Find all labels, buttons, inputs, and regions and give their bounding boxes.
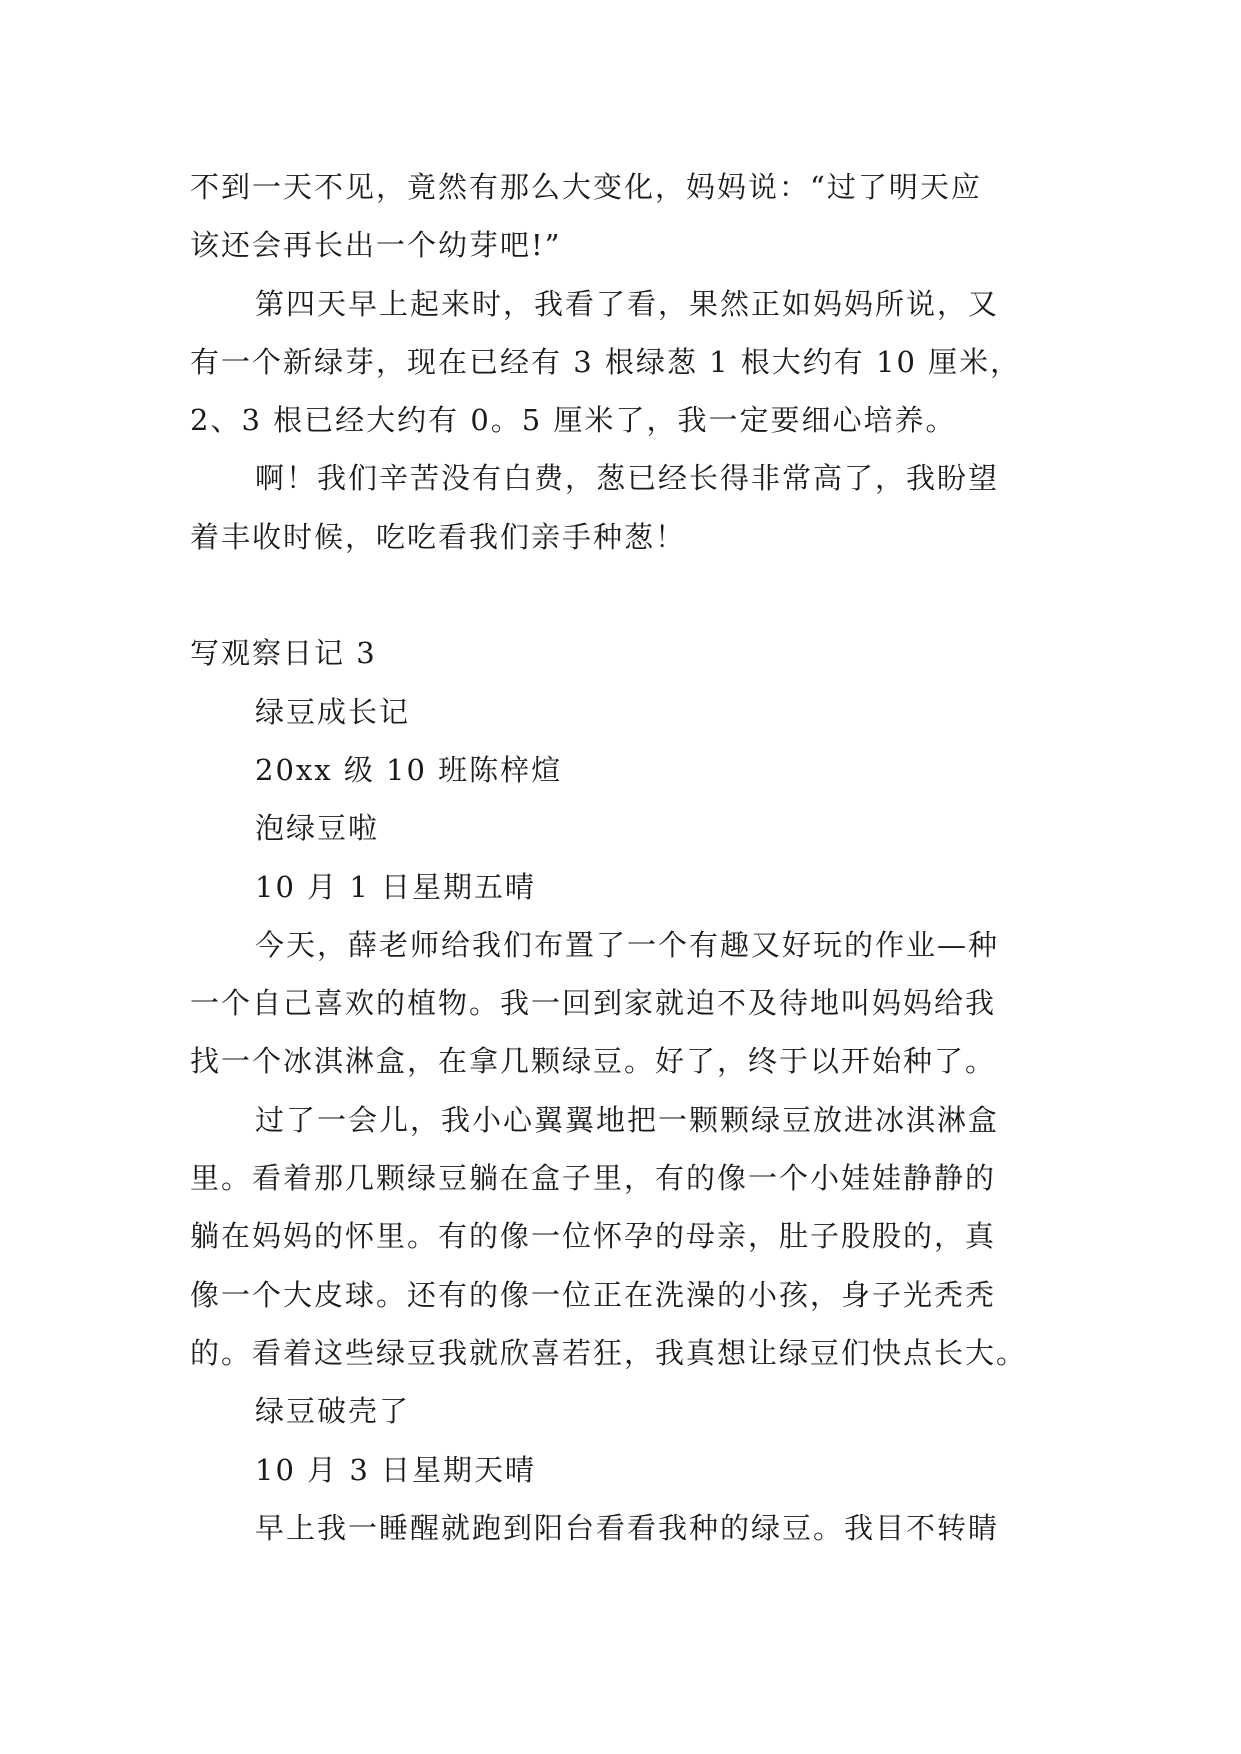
entry-subtitle: 泡绿豆啦 (255, 811, 380, 846)
paragraph-start: 今天，薛老师给我们布置了一个有趣又好玩的作业—种 (255, 927, 1000, 962)
author-line: 20xx 级 10 班陈梓煊 (255, 752, 563, 787)
text-line: 该还会再长出一个幼芽吧!” (190, 228, 562, 263)
text-line: 躺在妈妈的怀里。有的像一位怀孕的母亲，肚子股股的，真 (190, 1219, 997, 1254)
diary-title: 绿豆成长记 (255, 694, 411, 729)
text-line: 2、3 根已经大约有 0。5 厘米了，我一定要细心培养。 (190, 403, 957, 438)
paragraph-start: 早上我一睡醒就跑到阳台看看我种的绿豆。我目不转睛 (255, 1510, 1000, 1545)
entry-subtitle: 绿豆破壳了 (255, 1394, 411, 1429)
text-line: 找一个冰淇淋盒，在拿几颗绿豆。好了，终于以开始种了。 (190, 1044, 997, 1079)
text-line: 不到一天不见，竟然有那么大变化，妈妈说：“过了明天应 (190, 170, 982, 204)
text-line: 像一个大皮球。还有的像一位正在洗澡的小孩，身子光秃秃 (190, 1277, 997, 1312)
text-line: 一个自己喜欢的植物。我一回到家就迫不及待地叫妈妈给我 (190, 986, 997, 1021)
text-line: 着丰收时候，吃吃看我们亲手种葱！ (190, 519, 687, 554)
text-line: 的。看着这些绿豆我就欣喜若狂，我真想让绿豆们快点长大。 (190, 1335, 1028, 1370)
paragraph-start: 第四天早上起来时，我看了看，果然正如妈妈所说，又 (255, 286, 1000, 321)
text-line: 里。看着那几颗绿豆躺在盒子里，有的像一个小娃娃静静的 (190, 1161, 997, 1196)
paragraph-gap (190, 566, 1060, 624)
paragraph-start: 啊！我们辛苦没有白费，葱已经长得非常高了，我盼望 (255, 461, 1000, 496)
section-heading: 写观察日记 3 (190, 636, 377, 671)
text-line: 有一个新绿芽，现在已经有 3 根绿葱 1 根大约有 10 厘米， (190, 344, 1022, 379)
entry-date: 10 月 3 日星期天晴 (255, 1452, 537, 1487)
document-body (190, 158, 1060, 1557)
entry-date: 10 月 1 日星期五晴 (255, 869, 537, 904)
paragraph-start: 过了一会儿，我小心翼翼地把一颗颗绿豆放进冰淇淋盒 (255, 1102, 1000, 1137)
